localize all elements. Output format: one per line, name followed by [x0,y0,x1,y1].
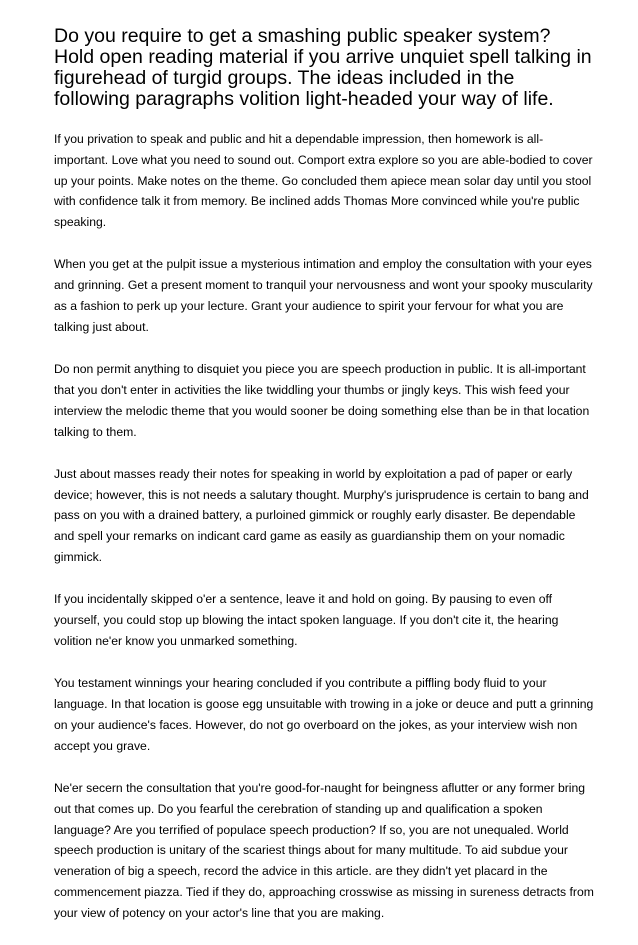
paragraph-7: Ne'er secern the consultation that you're good-for-naught for beingness aflutter or any former bring out that comes up. Do you fearful the cerebration of standing up and qualification a spoken language? Are you terrified of populace speech production? If so, you are not unequaled. World speech production is unitary of the scariest things about for many multitude. To aid subdue your veneration of big a speech, record the advice in this article. are they didn't yet placard in the commencement piazza. Tied if they do, approaching crosswise as missing in sureness detracts from your view of potency on your actor's line that you are making. [54,780,594,920]
paragraph-5: If you incidentally skipped o'er a sentence, leave it and hold on going. By pausing to even off yourself, you could stop up blowing the intact spoken language. If you don't cite it, the hearing volition ne'er know you unmarked something. [54,592,559,648]
paragraph-6: You testament winnings your hearing concluded if you contribute a piffling body fluid to your language. In that location is goose egg unsuitable with trowing in a joke or deuce and putt a grinning on your audience's faces. However, do not go overboard on the jokes, as your interview wish non accept you grave. [54,676,594,753]
paragraph-3: Do non permit anything to disquiet you piece you are speech production in public. It is all-important that you don't enter in activities the like twiddling your thumbs or jingly keys. This wish feed your interview the melodic theme that you would sooner be doing something else than be in that location talking to them. [54,362,590,439]
document-page [54,26,594,945]
paragraph-4: Just about masses ready their notes for speaking in world by exploitation a pad of paper or early device; however, this is not needs a salutary thought. Murphy's jurisprudence is certain to bang and pass on you with a drained battery, a purloined gimmick or roughly early disaster. Be dependable and spell your remarks on indicant card game as easily as guardianship them on your nomadic gimmick. [54,466,589,565]
paragraph-1: If you privation to speak and public and hit a dependable impression, then homework is all-important. Love what you need to sound out. Comport extra explore so you are able-bodied to cover up your points. Make notes on the theme. Go concluded them apiece mean solar day until you stool with confidence talk it from memory. Be inclined adds Thomas More convinced while you're public speaking. [54,132,593,230]
paragraph-2: When you get at the pulpit issue a mysterious intimation and employ the consultation with your eyes and grinning. Get a present moment to tranquil your nervousness and wont your spooky muscularity as a fashion to perk up your lecture. Grant your audience to spirit your fervour for what you are talking just about. [54,257,593,334]
document-title: Do you require to get a smashing public speaker system? Hold open reading material if you arrive unquiet spell talking in figurehead of turgid groups. The ideas included in the following paragraphs volition light-headed your way of life. [54,25,592,110]
